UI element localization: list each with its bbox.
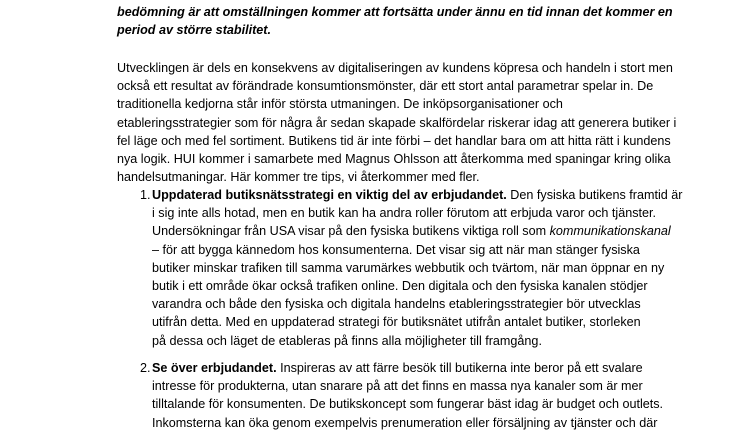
paragraph-line: nya logik. HUI kommer i samarbete med Magnus Ohlsson att återkomma med spaningar kring olika — [117, 152, 671, 167]
list-item-text — [134, 359, 676, 432]
list-number: 1. — [140, 188, 151, 202]
list-item-text-run: Inspireras av att färre besök till butikerna inte beror på ett svalare — [276, 361, 643, 375]
paragraph-line: etableringsstrategier som för några år sedan skapade skalfördelar riskerar idag att generera butiker i — [117, 115, 677, 130]
paragraph-line: traditionella kedjorna står inför största utmaningen. De inköpsorganisationer och — [117, 97, 563, 112]
list-item-emphasis: kommunikationskanal — [549, 224, 671, 239]
paragraph-line: handelsutmaningar. Här kommer tre tips, vi återkommer med fler. — [117, 170, 480, 185]
list-item-line: på dessa och läget de etableras på finns alla möjligheter till framgång. — [152, 333, 542, 348]
list-item-line: Inkomsterna kan öka genom exempelvis prenumeration eller försäljning av tjänster och där — [152, 415, 658, 430]
list-item-heading: Uppdaterad butiksnätsstrategi en viktig del av erbjudandet. — [152, 188, 507, 202]
intro-line: period av större stabilitet. — [117, 23, 271, 38]
list-number: 2. — [140, 361, 151, 375]
list-item-first-line — [134, 359, 676, 377]
list-item-line — [134, 222, 676, 240]
list-item-line: butiker minskar trafiken till samma varumärkes webbutik och tvärtom, när man öppnar en ny — [152, 260, 665, 275]
list-item-line: intresse för produkterna, utan snarare på att det finns en massa nya kanaler som är mer — [152, 379, 643, 394]
list-item-text-run: Den fysiska butikens framtid är — [506, 188, 683, 202]
paragraph-line: Utvecklingen är dels en konsekvens av digitaliseringen av kundens köpresa och handeln i stort men — [117, 61, 673, 75]
list-item-first-line — [134, 186, 683, 204]
list-item-text-run: Undersökningar från USA visar på den fysiska butikens viktiga roll som — [152, 224, 550, 239]
list-item-text — [134, 186, 683, 350]
list-item-line: tilltalande för konsumenten. De butikskoncept som fungerar bäst idag är budget och outlets. — [152, 397, 664, 412]
intro-conclusion — [117, 3, 677, 39]
list-item-line: varandra och både den fysiska och digitala handelns etableringsstrategier bör utvecklas — [152, 297, 641, 312]
list-item-line: – för att bygga kännedom hos konsumenterna. Det visar sig att när man stänger fysiska — [152, 242, 640, 257]
body-paragraph — [117, 59, 677, 186]
list-item-line: butik i ett område ökar också trafiken online. Den digitala och den fysiska kanalen stödjer — [152, 279, 648, 294]
intro-line: bedömning är att omställningen kommer att fortsätta under ännu en tid innan det kommer en — [117, 5, 673, 19]
paragraph-line: också ett resultat av förändrade konsumtionsmönster, där ett stort antal parametrar spelar in. De — [117, 79, 654, 94]
paragraph-line: fel läge och med fel sortiment. Butikens tid är inte förbi – det handlar bara om att hitta rätt i kundens — [117, 133, 671, 148]
list-item-line: i sig inte alls hotad, men en butik kan ha andra roller förutom att erbjuda varor och tjänster. — [152, 206, 657, 221]
list-item-line: utifrån detta. Med en uppdaterad strategi för butiksnätet utifrån antalet butiker, storleken — [152, 315, 641, 330]
list-item-heading: Se över erbjudandet. — [152, 361, 277, 375]
